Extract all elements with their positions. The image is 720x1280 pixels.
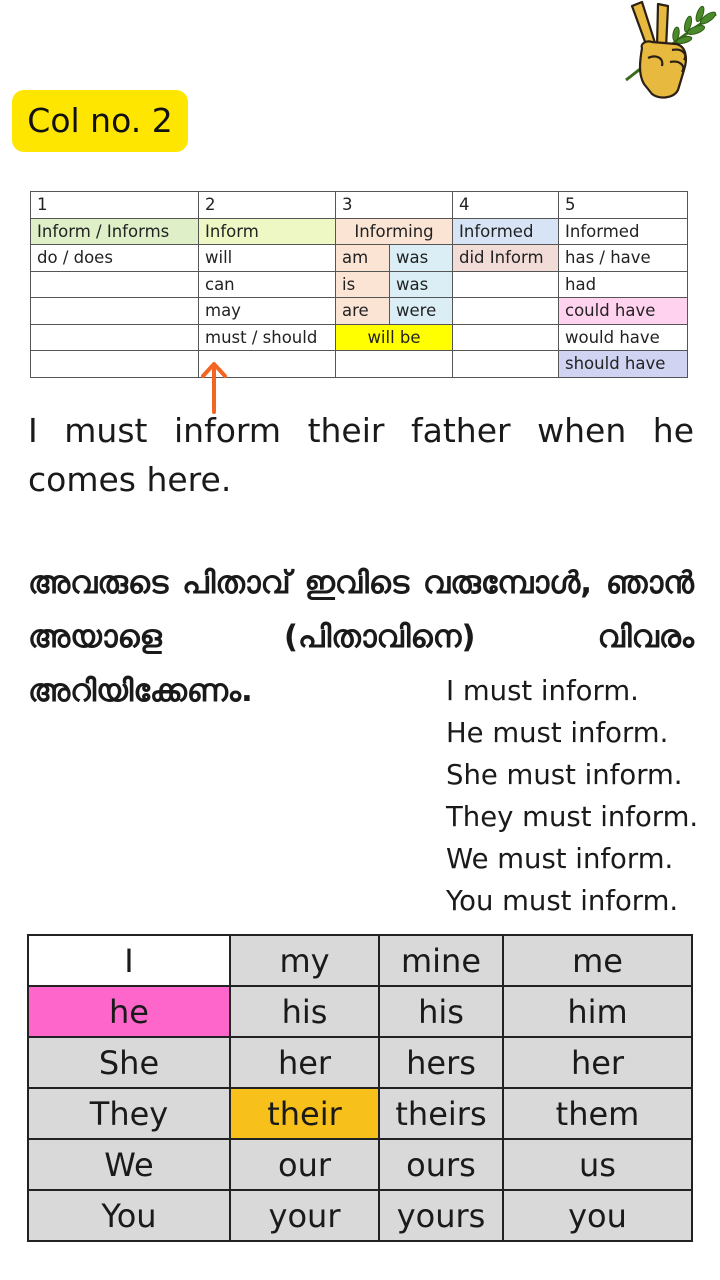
example-sentence: I must inform their father when he comes here. xyxy=(28,411,694,499)
table-row xyxy=(28,986,692,1037)
table-cell xyxy=(31,271,199,298)
table-cell: They xyxy=(28,1088,230,1139)
table-cell: you xyxy=(503,1190,692,1241)
table-cell: her xyxy=(230,1037,379,1088)
table-cell: them xyxy=(503,1088,692,1139)
table-row xyxy=(28,1190,692,1241)
table-row xyxy=(28,935,692,986)
cell-col2-base: Inform xyxy=(199,218,336,245)
malayalam-translation: അവരുടെ പിതാവ് ഇവിടെ വരുമ്പോൾ, ഞാൻ അയാളെ (പിതാവിനെ) വിവരം അറിയിക്കേണം. xyxy=(28,565,694,709)
table-cell: will xyxy=(199,245,336,272)
list-item: I must inform. xyxy=(446,675,639,707)
table-cell: am xyxy=(336,245,390,272)
table-cell: I xyxy=(28,935,230,986)
table-row xyxy=(28,1139,692,1190)
table-row xyxy=(31,351,688,378)
table-cell: could have xyxy=(559,298,688,325)
cell-col1-base: Inform / Informs xyxy=(31,218,199,245)
header-col-2: 2 xyxy=(199,192,336,219)
table-cell: theirs xyxy=(379,1088,503,1139)
victory-hand-olive-branch-icon xyxy=(612,0,720,104)
table-cell: my xyxy=(230,935,379,986)
table-cell: his xyxy=(230,986,379,1037)
table-cell: hers xyxy=(379,1037,503,1088)
table-cell xyxy=(453,298,559,325)
table-cell: You xyxy=(28,1190,230,1241)
table-cell: mine xyxy=(379,935,503,986)
table-cell: has / have xyxy=(559,245,688,272)
column-badge: Col no. 2 xyxy=(12,90,188,152)
table-row xyxy=(28,1037,692,1088)
table-cell: had xyxy=(559,271,688,298)
table-cell: was xyxy=(390,245,453,272)
table-cell: his xyxy=(379,986,503,1037)
table-row xyxy=(28,1088,692,1139)
header-col-5: 5 xyxy=(559,192,688,219)
list-item: He must inform. xyxy=(446,717,669,749)
pronoun-table xyxy=(27,934,693,1242)
table-row xyxy=(31,271,688,298)
table-cell: yours xyxy=(379,1190,503,1241)
table-cell xyxy=(31,324,199,351)
header-col-1: 1 xyxy=(31,192,199,219)
table-cell xyxy=(453,271,559,298)
table-cell: was xyxy=(390,271,453,298)
table-cell: should have xyxy=(559,351,688,378)
table-cell: your xyxy=(230,1190,379,1241)
table-row xyxy=(31,245,688,272)
table-cell: her xyxy=(503,1037,692,1088)
list-item: You must inform. xyxy=(446,885,679,917)
table-row xyxy=(31,298,688,325)
table-cell xyxy=(31,298,199,325)
table-cell: ours xyxy=(379,1139,503,1190)
cell-col4-past: Informed xyxy=(453,218,559,245)
list-item: We must inform. xyxy=(446,843,674,875)
cell-col5-participle: Informed xyxy=(559,218,688,245)
table-row xyxy=(31,218,688,245)
header-col-3: 3 xyxy=(336,192,453,219)
table-cell xyxy=(31,351,199,378)
table-header-row xyxy=(31,192,688,219)
table-cell: our xyxy=(230,1139,379,1190)
cell-col3-ing: Informing xyxy=(336,218,453,245)
table-cell: me xyxy=(503,935,692,986)
table-cell: are xyxy=(336,298,390,325)
table-cell: him xyxy=(503,986,692,1037)
list-item: They must inform. xyxy=(446,801,699,833)
table-cell xyxy=(336,351,453,378)
table-cell-highlight-he: he xyxy=(28,986,230,1037)
table-cell: must / should xyxy=(199,324,336,351)
table-cell: We xyxy=(28,1139,230,1190)
table-cell: can xyxy=(199,271,336,298)
table-cell: did Inform xyxy=(453,245,559,272)
table-cell-highlight-their: their xyxy=(230,1088,379,1139)
table-cell xyxy=(453,324,559,351)
table-cell: will be xyxy=(336,324,453,351)
verb-forms-table xyxy=(30,191,688,378)
table-cell: may xyxy=(199,298,336,325)
table-cell: is xyxy=(336,271,390,298)
table-row xyxy=(31,324,688,351)
table-cell: do / does xyxy=(31,245,199,272)
table-cell: us xyxy=(503,1139,692,1190)
table-cell xyxy=(453,351,559,378)
list-item: She must inform. xyxy=(446,759,683,791)
table-cell: were xyxy=(390,298,453,325)
example-list xyxy=(446,670,698,922)
header-col-4: 4 xyxy=(453,192,559,219)
table-cell: would have xyxy=(559,324,688,351)
table-cell: She xyxy=(28,1037,230,1088)
